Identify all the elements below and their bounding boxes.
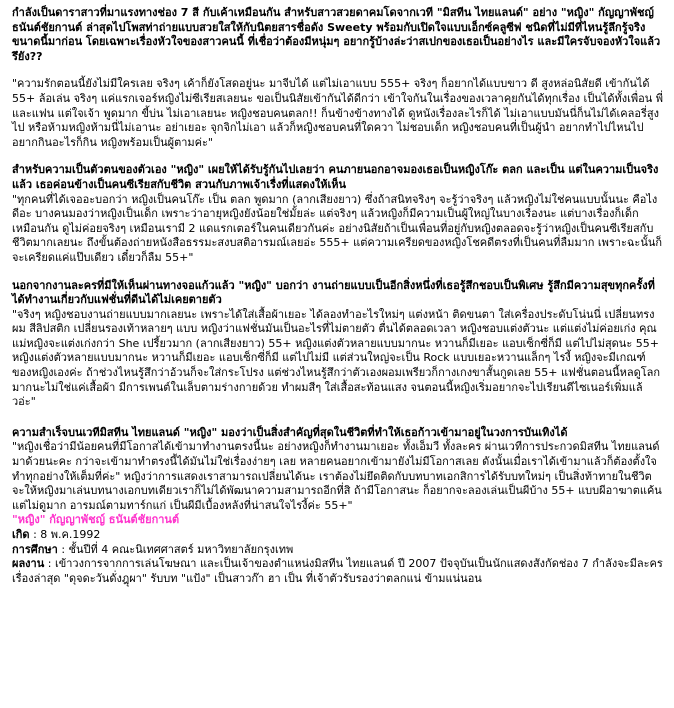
profile-name: "หญิง" กัญญาพัชญ์ ธนันต์ชัยกานต์ bbox=[12, 513, 180, 527]
intro-paragraph: กำลังเป็นดาราสาวที่มาแรงทางช่อง 7 สี กับเค้าเหมือนกัน สำหรับสาวสวยดาคมโดจากเวที "มิสทีน ไทยแลนด์" อย่าง "หญิง" กัญญาพัชญ์ ธนันต์ชัยกานต์ ล่าสุดไปโพสท่าถ่ายแบบสวยใสให้กับนิตยสารชื่อดัง Sweety พร้อมกับเปิดใจแบบเอ็กซ์คลูซีฟ ชนิดที่ไม่มีที่ไหนรู้ลึกรู้จริงขนาดนี้มาก่อน โดยเฉพาะเรื่องหัวใจของสาวคนนี้ ที่เชื่อว่าต้องมีหนุ่มๆ อยากรู้บ้างล่ะว่าสเปกของเธอเป็นอย่างไร และมีใครจับจองหัวใจแล้วรึยัง?? bbox=[12, 6, 661, 63]
heading-personality: สำหรับความเป็นตัวตนของตัวเอง "หญิง" เผยให้ได้รับรู้กันไปเลยว่า คนภายนอกอาจมองเธอเป็นหญิงโก๊ะ ตลก และเป็น แต่ในความเป็นจริงแล้ว เธอค่อนข้างเป็นคนซีเรียสกับชีวิต สวนกับภาพเจ้าเรื่งที่แสดงให้เห็น bbox=[12, 163, 659, 191]
profile-education-value: : ชั้นปีที่ 4 คณะนิเทศศาสตร์ มหาวิทยาลัยกรุงเทพ bbox=[57, 542, 294, 556]
quote-success: "หญิงเชื่อว่ามีน้อยคนที่มีโอกาสได้เข้ามาทำงานตรงนี้นะ อย่างหญิงก็ทำงานมาเยอะ ทั้งเอ็มวี ทั้งละคร ผ่านเวทีการประกวดมิสทีน ไทยแลนด์ มาด้วยนะคะ กว่าจะเข้ามาทำตรงนี้ได้มันไม่ใช่เรื่องง่ายๆ เลย หลายคนอยากเข้ามายังไม่มีโอกาสเลย ดังนั้นเมื่อเราได้เข้ามาแล้วก็ต้องตั้งใจทำทุกอย่างให้เต็มที่ค่ะ" หญิงว่าการแสดงเราสามารถเปลี่ยนได้นะ เราต้องไม่ยึดติดกับบทบาทเอกสิการได้รับบทใหม่ๆ เป็นสิ่งท้าทายในชีวิต จะให้หญิงมาเล่นบทนางเอกบทเดียวเราก็ไม่ได้พัฒนาความสามารถอีกที่สิ ถ้ามีโอกาสนะ ก็อยากจะลองเล่นเป็นผีบ้าง 55+ แบบผีอาฆาตแค้น แต่ไม่ดูมาก อารมณ์ตามทาร์กแก่ เป็นผีมีเบื้องหลังที่น่าสนใจไรงี้ค่ะ 55+" bbox=[12, 440, 662, 512]
profile-education-label: การศึกษา bbox=[12, 542, 58, 556]
profile-works bbox=[12, 557, 664, 586]
profile-birth-value: : 8 พ.ค.1992 bbox=[29, 528, 101, 541]
profile-birth bbox=[12, 528, 664, 543]
quote-fashion: "จริงๆ หญิงชอบงานถ่ายแบบมากเลยนะ เพราะได้ใส่เสื้อผ้าเยอะ ได้ลองทำอะไรใหม่ๆ แต่งหน้า ติดขนตา ใส่เครื่องประดับโน่นนี่ เปลี่ยนทรงผม สีลิปสติก เปลี่ยนรองเท้าหลายๆ แบบ หญิงว่าแฟชั่นมันเป็นอะไรที่ไม่ตายตัว ตื่นได้ตลอดเวลา หญิงชอบแต่งตัวนะ แต่แต่งไม่ค่อยเก่ง คุณแม่หญิงจะแต่งเก่งกว่า She เปรี้ยวมาก (ลากเสียงยาว) 55+ หญิงแต่งตัวหลายแบบมากนะ หวานก็มีเยอะ แอบเซ็กซี่ก็มี แต่ไปไม่สุดนะ 55+ หญิงแต่งตัวหลายแบบมากนะ หวานก็มีเยอะ แอบเซ็กซี่ก็มี แต่ไปไม่มี แต่ส่วนใหญ่จะเป็น Rock แบบเยอะหวานแล็กๆ ไรงี้ หญิงจะมีเกณฑ์ของหญิงเองค่ะ ถ้าช่วงไหนรู้สึกว่าอ้วนก็จะใส่กระโปรง แต่ช่วงไหนรู้สึกว่าตัวเองผอมเพรียวก็กางเกงขาสั้นกูดเลย 55+ แฟชั่นตอนนี้หลดูโลกมากนะไม่ใช่แค่เสื้อผ้า มีการเพนต์ในเล็บตามร่างกายด้วย ทำผมสีๆ ใส่เสื้อสะท้อนแสง จนตอนนี้หญิงเริ่มอยากจะไปเรียนดีไซเนอร์เพิ่มแล้วอ่ะ" bbox=[12, 307, 661, 409]
spacer bbox=[12, 266, 664, 279]
spacer bbox=[12, 150, 664, 163]
quote-love: "ความรักตอนนี้ยังไม่มีใครเลย จริงๆ เค้าก็ยังโสดอยู่นะ มาจีบได้ แต่ไม่เอาแบบ 555+ จริงๆ ก็อยากได้แบบขาว ดี สูงหล่อนิสัยดี เข้ากันได้ 55+ ล้อเล่น จริงๆ แค่แรกเจอร์หญิงไม่ซีเรียสเลยนะ ขอเป็นนิสัยเข้ากันได้ดีกว่า เข้าใจกันในเรื่องของเวลาคุยกันได้ทุกเรื่อง เป็นได้ทั้งเพื่อน พี่และแฟน แต่ใจเจ้า พูดมาก ขี้บ่น ไม่เอาเลยนะ หญิงชอบคนตลก!! ก็นข้างข้างทางได้ ดูหนังเรื่องละไรก็ได้ ไม่เอาแบบมันนี่ก็นไม่ได้เคลอรี่สูงไป หรือห้ามหญิงห้ามนี่ไม่เอานะ อย่าเยอะ จุกจิกไม่เอา แล้วก็หญิงชอบคนที่ใดควา ไม่ชอบเด็ก หญิงชอบคนที่เป็นผู้นำ อยากทำไปไหนไป อยากกินอะไรก็กิน หญิงพร้อมเป็นผู้ตามค่ะ" bbox=[12, 77, 663, 149]
spacer bbox=[12, 64, 664, 77]
quote-personality: "ทุกคนที่ได้เจออะบอกว่า หญิงเป็นคนโก๊ะ เป็น ตลก พูดมาก (ลากเสียงยาว) ซึ่งถ้าสนิทจริงๆ จะรู้ว่าจริงๆ แล้วหญิงไม่ใช่คนแบบนั้นนะ คือไงดีอะ บางคนมองว่าหญิงเป็นเด็ก เพราะว่าอายุหญิงยังน้อยใช่มั้ยล่ะ แต่จริงๆ แล้วหญิงก็มีความเป็นผู้ใหญ่ในบางเรื่องนะ แต่บางเรื่องก็เด็กเหมือนกัน ดูไม่ค่อยจริงๆ เหมือนเรามี 2 แดแรกเตอร์ในคนเดียวกันค่ะ อย่างนิสัยถ้าเป็นเพื่อนที่อยู่กับหญิงตลอดจะรู้ว่าหญิงเป็นคนซีเรียสกับชีวิตมากเลยนะ ถึงขั้นต้องถ่ายหนังสือธรรมะสงบสติอารมณ์เลยอ่ะ 555+ แต่ความเครียดของหญิงโชคดีตรงที่เป็นคนที่ลืมมาก เพราะฉะนั้นก็จะเครียดแค่แป๊บเดียว เดี๋ยวก็ลืม 55+" bbox=[12, 192, 663, 264]
profile-education bbox=[12, 543, 664, 558]
profile-works-value: : เข้าวงการจากการเล่นโฆษณา และเป็นเจ้าของตำแหน่งมิสทีน ไทยแลนด์ ปี 2007 ปัจจุบันเป็นนักแสดงสังกัดช่อง 7 กำลังจะมีละครเรื่องล่าสุด "ดุจดะวันดั่งฎุผา" รับบท "แป้ง" เป็นสาวก๊า ฮา เป็น ที่เจ้าตัวรับรองว่าตลกแน่ ข้ามแน่นอน bbox=[12, 557, 663, 585]
heading-success: ความสำเร็จบนเวทีมิสทีน ไทยแลนด์ "หญิง" มองว่าเป็นสิ่งสำคัญที่สุดในชีวิตที่ทำให้เธอก้าวเข้ามาอยู่ในวงการบันเทิงได้ bbox=[12, 425, 568, 439]
heading-fashion: นอกจากงานละครที่มีให้เห็นผ่านทางจอแก้วแล้ว "หญิง" บอกว่า งานถ่ายแบบเป็นอีกสิ่งหนึ่งที่เธอรู้สึกชอบเป็นพิเศษ รู้สึกมีความสุขทุกครั้งที่ได้ทำงานเกี่ยวกับแฟชั่นที่ดีนได้ไม่เคยตายตัว bbox=[12, 278, 655, 307]
profile-birth-label: เกิด bbox=[12, 528, 30, 541]
spacer bbox=[12, 410, 664, 426]
profile-works-label: ผลงาน bbox=[12, 557, 45, 571]
